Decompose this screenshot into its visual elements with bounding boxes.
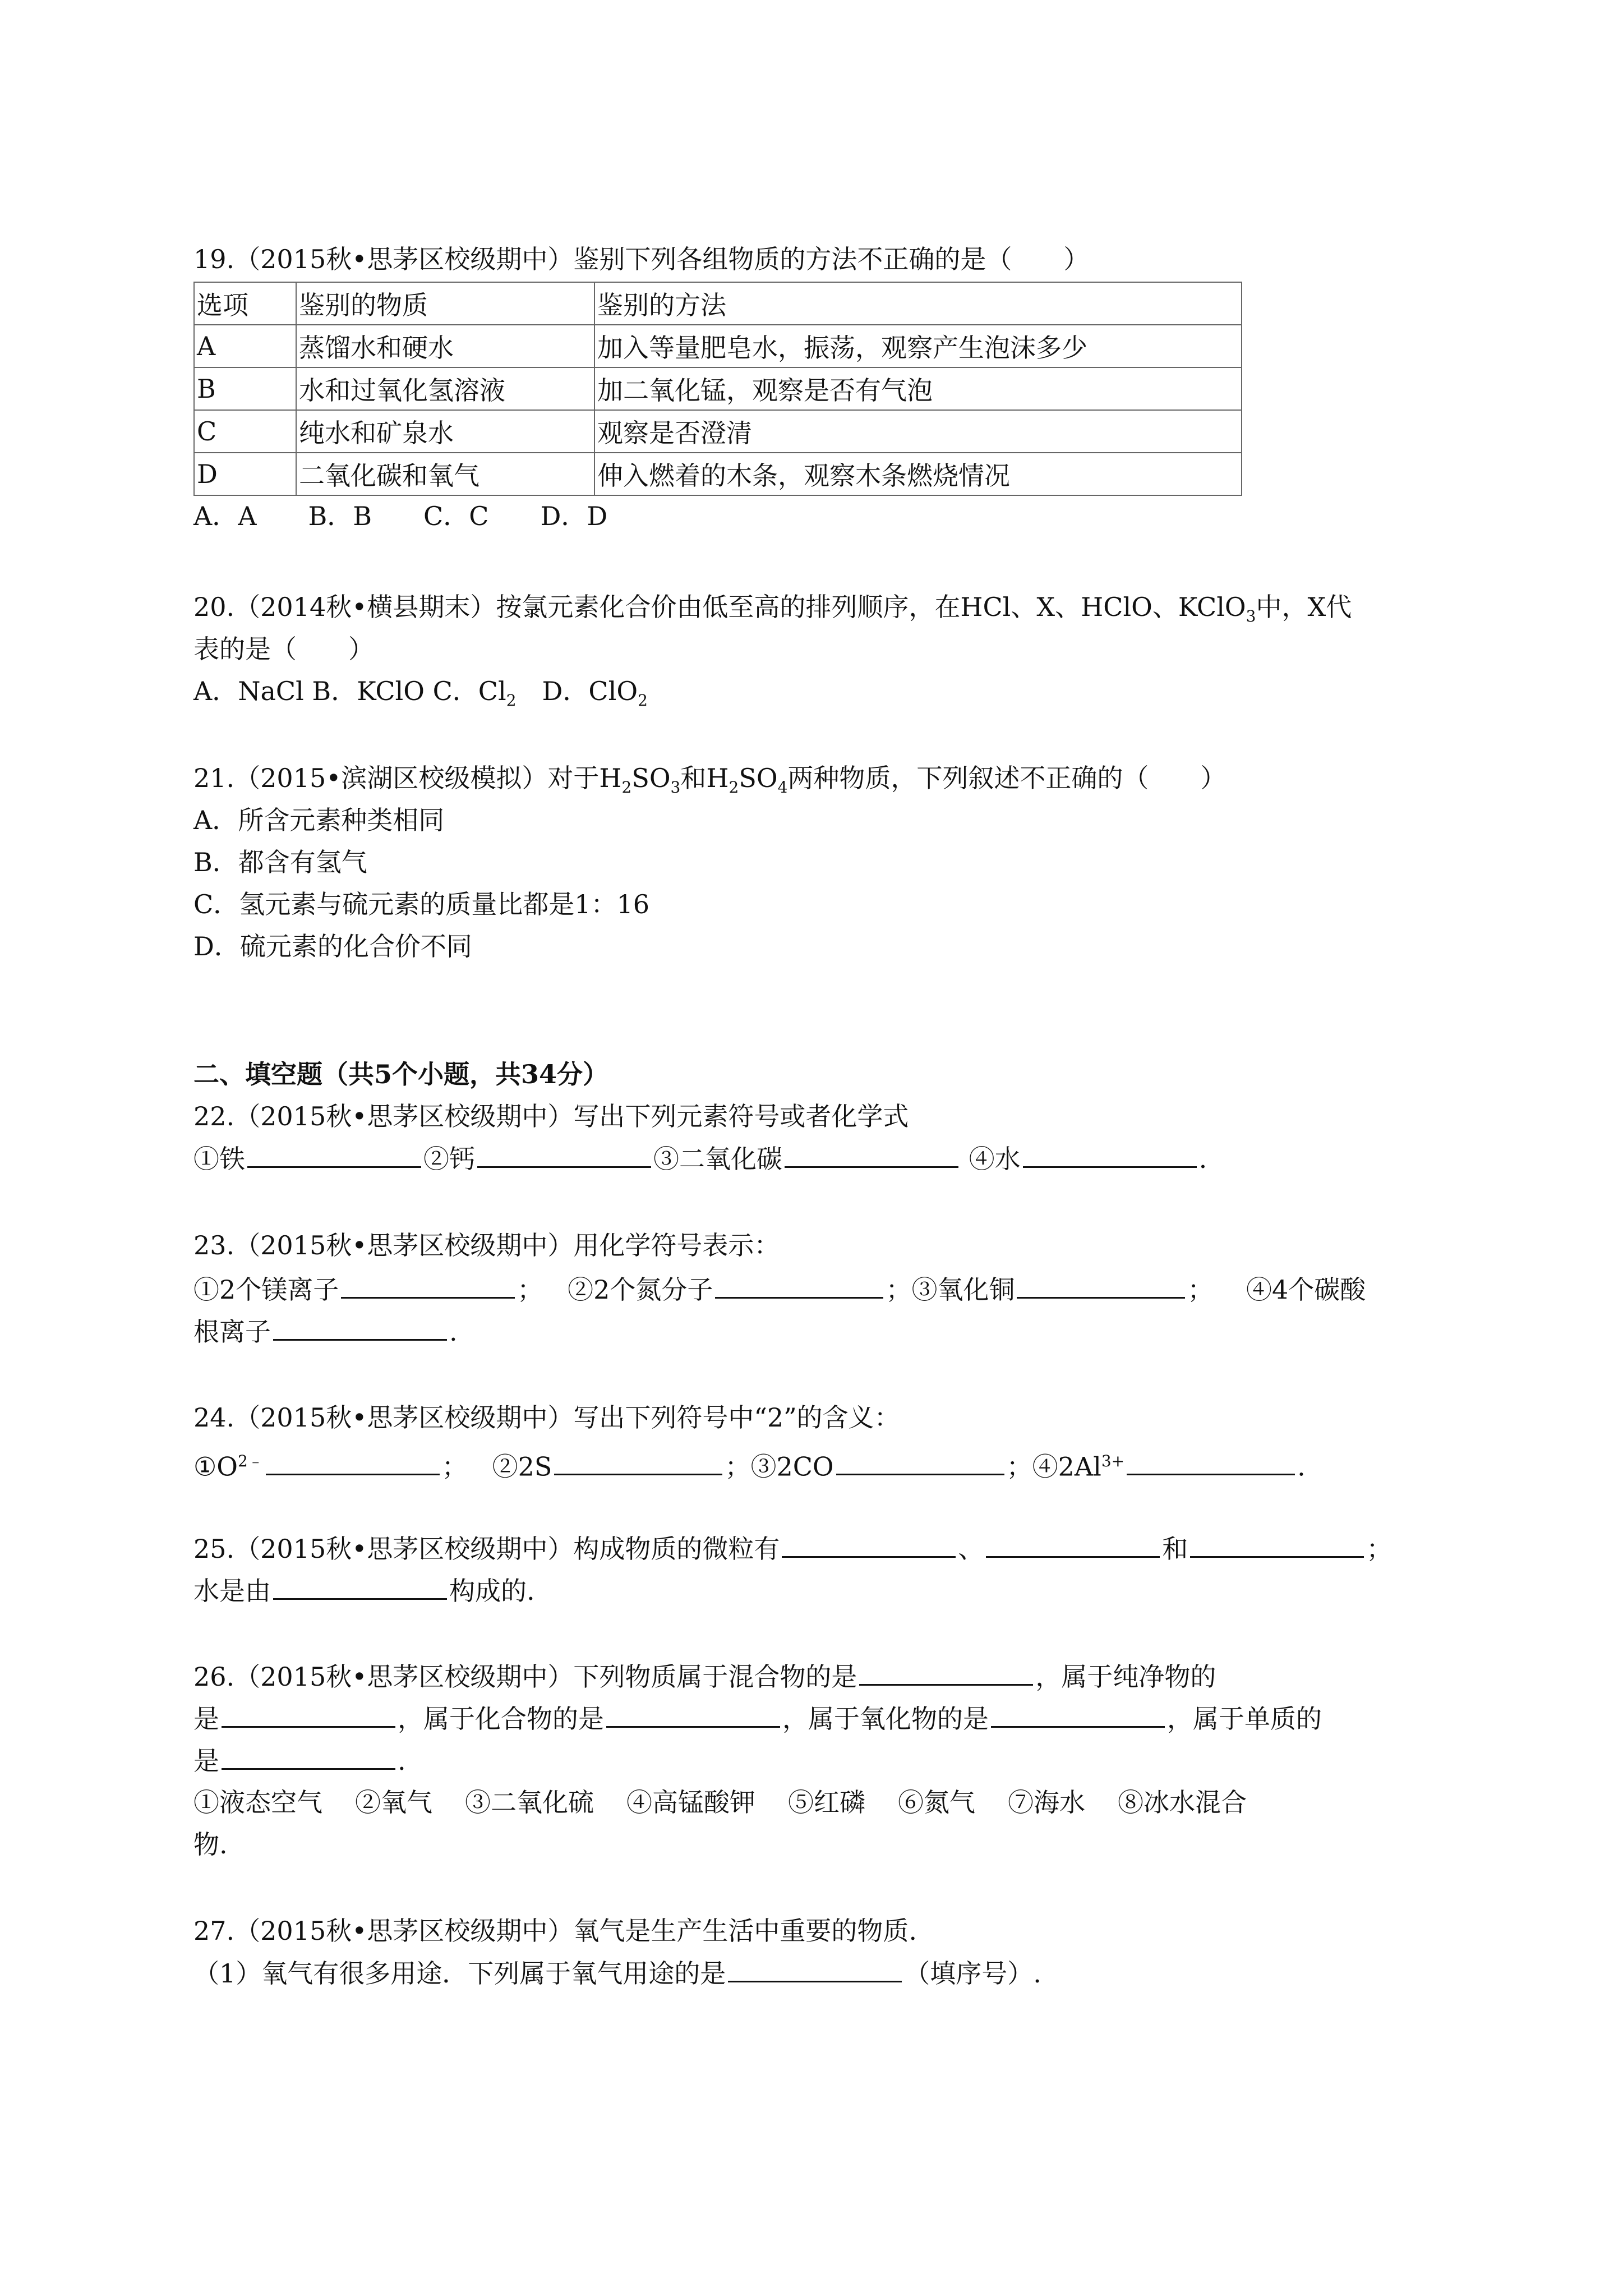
q23-item: 根离子 — [193, 1317, 271, 1347]
subscript: 2 — [728, 778, 739, 797]
q20-stem-text-end: 中，X代 — [1256, 592, 1352, 622]
q26-text: 是 — [193, 1746, 219, 1776]
table-cell: 观察是否澄清 — [594, 410, 1242, 453]
q22-item: ②钙 — [423, 1144, 475, 1174]
q26-line3 — [193, 1743, 406, 1778]
table-header-cell: 鉴别的物质 — [296, 282, 594, 325]
q23-item: ；③氧化铜 — [886, 1274, 1015, 1305]
table-cell: 二氧化碳和氧气 — [296, 453, 594, 495]
q26-choice: ④高锰酸钾 — [626, 1787, 755, 1818]
q21-option: C．氢元素与硫元素的质量比都是1：16 — [193, 889, 649, 919]
q21-stem-text: SO — [739, 763, 778, 793]
table-row — [194, 367, 1242, 410]
subscript: 2 — [638, 691, 648, 710]
q24-items — [193, 1444, 1306, 1483]
q24-item: ②2S — [492, 1451, 552, 1482]
separator: 和 — [1162, 1534, 1188, 1564]
subscript: 3 — [1246, 607, 1256, 626]
q26-text: ，属于单质的 — [1167, 1704, 1322, 1734]
separator: 、 — [958, 1534, 984, 1564]
q23-item: ②2个氮分子 — [568, 1274, 713, 1305]
q23-line3 — [193, 1314, 458, 1349]
q20-stem-line2: 表的是（ ） — [193, 634, 374, 664]
q25-line2 — [193, 1573, 535, 1608]
table-cell: C — [194, 410, 296, 453]
answer-blank[interactable] — [222, 1743, 395, 1770]
answer-blank[interactable] — [266, 1449, 440, 1475]
answer-blank[interactable] — [991, 1701, 1165, 1728]
table-header-cell: 鉴别的方法 — [594, 282, 1242, 325]
answer-blank[interactable] — [273, 1314, 447, 1341]
q26-line2 — [193, 1701, 1322, 1736]
q25-stem — [193, 1531, 1392, 1566]
table-cell: 水和过氧化氢溶液 — [296, 367, 594, 410]
q24-item: ；④2Al — [1006, 1451, 1101, 1482]
answer-blank[interactable] — [728, 1956, 902, 1982]
q27-stem: 27.（2015秋•思茅区校级期中）氧气是生产生活中重要的物质. — [193, 1916, 917, 1946]
q26-text: ，属于化合物的是 — [398, 1704, 604, 1734]
q19-options: A．A B．B C．C D．D — [193, 501, 608, 531]
answer-blank[interactable] — [273, 1573, 447, 1600]
answer-blank[interactable] — [986, 1531, 1160, 1558]
answer-blank[interactable] — [715, 1272, 883, 1299]
period: . — [1198, 1144, 1207, 1174]
q23-item: ④4个碳酸 — [1246, 1274, 1366, 1305]
table-header-cell: 选项 — [194, 282, 296, 325]
q21-stem — [193, 761, 1226, 804]
answer-blank[interactable] — [785, 1142, 958, 1168]
q26-text: 是 — [193, 1704, 219, 1734]
answer-blank[interactable] — [477, 1142, 651, 1168]
q26-choice: ⑦海水 — [1008, 1787, 1085, 1818]
q25-text: 水是由 — [193, 1576, 271, 1606]
q25-stem-text: 25.（2015秋•思茅区校级期中）构成物质的微粒有 — [193, 1534, 780, 1564]
table-cell: D — [194, 453, 296, 495]
table-header-row — [194, 282, 1242, 325]
subscript: 2 — [506, 691, 517, 710]
q26-choices-end: 物. — [193, 1829, 228, 1860]
q22-stem: 22.（2015秋•思茅区校级期中）写出下列元素符号或者化学式 — [193, 1101, 909, 1131]
section-title: 二、填空题（共5个小题，共34分） — [193, 1059, 609, 1089]
q21-stem-text: 和H — [680, 763, 729, 793]
q20-options — [193, 674, 648, 717]
answer-blank[interactable] — [1190, 1531, 1364, 1558]
q23-items — [193, 1272, 1366, 1306]
table-cell: A — [194, 325, 296, 367]
table-cell: 伸入燃着的木条，观察木条燃烧情况 — [594, 453, 1242, 495]
q21-option: A．所含元素种类相同 — [193, 805, 445, 835]
answer-blank[interactable] — [341, 1272, 515, 1299]
q26-choices — [193, 1786, 1247, 1819]
q20-option-text: A．NaCl B．KClO C．Cl — [193, 676, 506, 706]
superscript: 3+ — [1101, 1452, 1125, 1470]
answer-blank[interactable] — [222, 1701, 395, 1728]
answer-blank[interactable] — [836, 1449, 1004, 1475]
separator: ； — [1366, 1534, 1393, 1564]
q26-choice: ①液态空气 — [193, 1787, 322, 1818]
q27-sub1 — [193, 1956, 1041, 1990]
answer-blank[interactable] — [1023, 1142, 1197, 1168]
answer-blank[interactable] — [554, 1449, 722, 1475]
answer-blank[interactable] — [859, 1659, 1033, 1686]
table-cell: 加入等量肥皂水，振荡，观察产生泡沫多少 — [594, 325, 1242, 367]
table-row — [194, 453, 1242, 495]
q26-choice: ②氧气 — [355, 1787, 432, 1818]
q21-stem-text: 两种物质，下列叙述不正确的（ ） — [787, 763, 1227, 793]
period: . — [449, 1317, 458, 1347]
q26-stem-text: ，属于纯净物的 — [1035, 1662, 1216, 1692]
subscript: 3 — [670, 778, 681, 797]
table-row — [194, 410, 1242, 453]
q21-option: B．都含有氢气 — [193, 847, 367, 877]
answer-blank[interactable] — [1127, 1449, 1295, 1475]
q26-choice: ⑥氮气 — [898, 1787, 975, 1818]
answer-blank[interactable] — [606, 1701, 780, 1728]
separator: ； — [441, 1451, 468, 1482]
table-row — [194, 325, 1242, 367]
q22-items — [193, 1142, 1207, 1176]
q22-item: ③二氧化碳 — [653, 1144, 782, 1174]
answer-blank[interactable] — [247, 1142, 421, 1168]
table-cell: B — [194, 367, 296, 410]
q27-text: （填序号）. — [904, 1958, 1041, 1989]
q20-stem-text: 20.（2014秋•横县期末）按氯元素化合价由低至高的排列顺序，在HCl、X、HClO、KClO — [193, 592, 1246, 622]
q26-choice: ⑧冰水混合 — [1118, 1787, 1247, 1818]
q25-text: 构成的. — [449, 1576, 535, 1606]
q22-item: ④水 — [969, 1144, 1021, 1174]
q19-table — [193, 282, 1242, 496]
q26-choice: ③二氧化硫 — [465, 1787, 594, 1818]
q21-option: D．硫元素的化合价不同 — [193, 931, 472, 961]
subscript: 4 — [777, 778, 788, 797]
q22-item: ①铁 — [193, 1144, 245, 1174]
superscript: 2﹣ — [237, 1452, 264, 1470]
q24-item: ；③2CO — [725, 1451, 834, 1482]
q23-stem: 23.（2015秋•思茅区校级期中）用化学符号表示： — [193, 1230, 780, 1260]
separator: ； — [517, 1274, 543, 1305]
period: . — [1297, 1451, 1306, 1482]
q26-text: ，属于氧化物的是 — [782, 1704, 989, 1734]
q20-stem — [193, 590, 1352, 633]
answer-blank[interactable] — [782, 1531, 956, 1558]
q19-stem: 19.（2015秋•思茅区校级期中）鉴别下列各组物质的方法不正确的是（ ） — [193, 244, 1090, 274]
q27-text: （1）氧气有很多用途．下列属于氧气用途的是 — [193, 1958, 726, 1989]
q24-stem: 24.（2015秋•思茅区校级期中）写出下列符号中“2”的含义： — [193, 1402, 900, 1433]
table-cell: 蒸馏水和硬水 — [296, 325, 594, 367]
table-cell: 加二氧化锰，观察是否有气泡 — [594, 367, 1242, 410]
q20-option-text: D．ClO — [516, 676, 638, 706]
period: . — [398, 1746, 406, 1776]
q23-item: ①2个镁离子 — [193, 1274, 339, 1305]
q21-stem-text: SO — [631, 763, 671, 793]
table-cell: 纯水和矿泉水 — [296, 410, 594, 453]
q21-stem-text: 21.（2015•滨湖区校级模拟）对于H — [193, 763, 622, 793]
q26-stem — [193, 1659, 1216, 1694]
subscript: 2 — [621, 778, 632, 797]
separator: ； — [1187, 1274, 1214, 1305]
q24-item: ①O — [193, 1451, 238, 1482]
answer-blank[interactable] — [1017, 1272, 1185, 1299]
q26-stem-text: 26.（2015秋•思茅区校级期中）下列物质属于混合物的是 — [193, 1662, 857, 1692]
q26-choice: ⑤红磷 — [788, 1787, 865, 1818]
